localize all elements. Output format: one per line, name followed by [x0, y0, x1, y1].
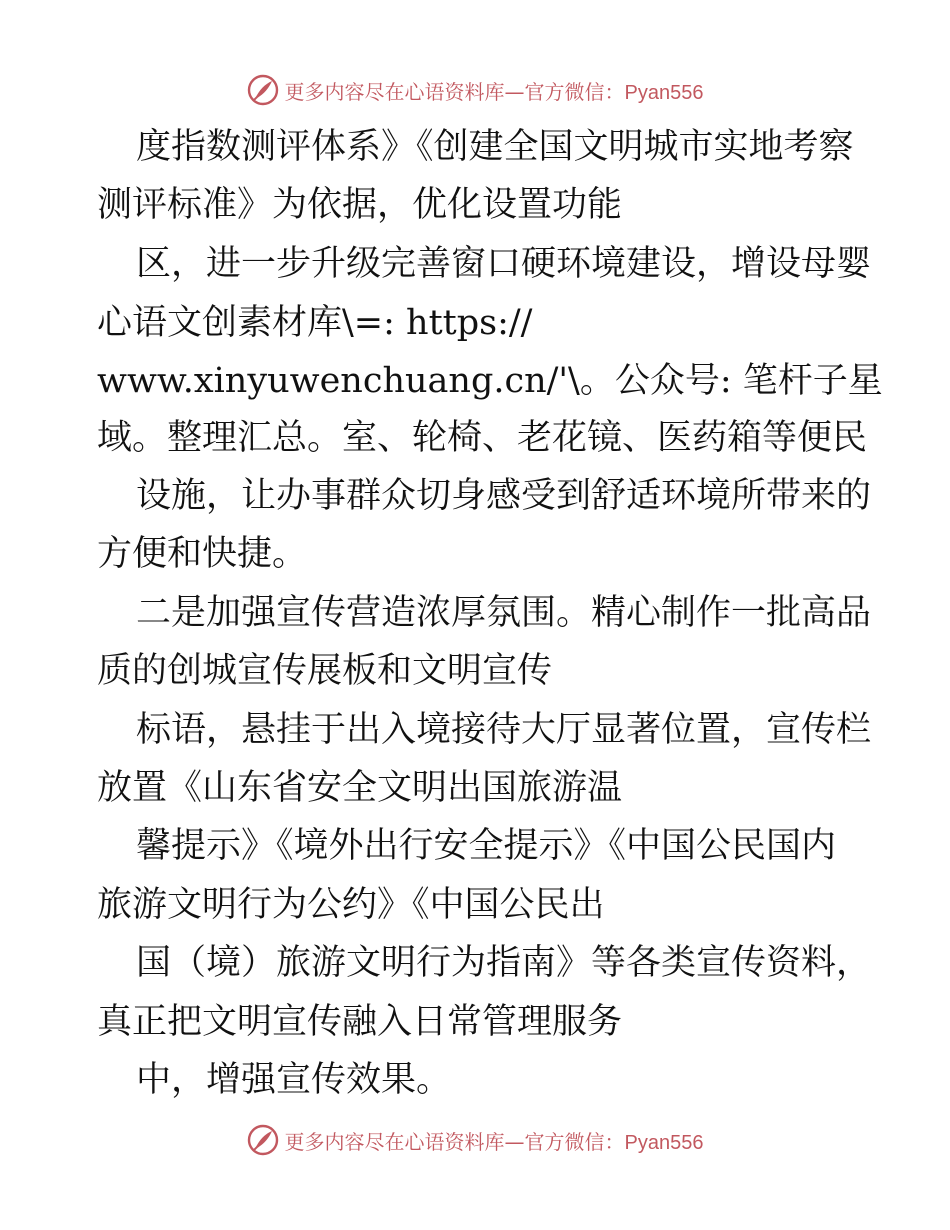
text-line: 放置《山东省安全文明出国旅游温	[97, 768, 623, 808]
text-line: 标语，悬挂于出入境接待大厅显著位置，宣传栏	[136, 710, 872, 750]
footer-banner	[0, 1120, 950, 1160]
banner-text: 更多内容尽在心语资料库—官方微信：Pyan556	[284, 79, 704, 104]
text-line: 馨提示》《境外出行安全提示》《中国公民国内	[136, 826, 837, 866]
feather-pen-logo-icon	[247, 1124, 279, 1156]
text-line: 域。整理汇总。室、轮椅、老花镜、医药箱等便民	[97, 418, 868, 458]
text-line: 设施，让办事群众切身感受到舒适环境所带来的	[136, 476, 872, 516]
text-line: 真正把文明宣传融入日常管理服务	[97, 1002, 623, 1042]
feather-pen-logo-icon	[247, 74, 279, 106]
text-line: 方便和快捷。	[97, 534, 308, 574]
text-line: 度指数测评体系》《创建全国文明城市实地考察	[136, 127, 854, 167]
text-line: 测评标准》为依据，优化设置功能	[97, 185, 623, 225]
text-line: 二是加强宣传营造浓厚氛围。精心制作一批高品	[136, 593, 872, 633]
text-line: 区，进一步升级完善窗口硬环境建设，增设母婴	[136, 244, 872, 284]
header-banner	[0, 70, 950, 110]
text-line: 心语文创素材库\=: https://	[97, 303, 533, 343]
text-line: 中，增强宣传效果。	[136, 1060, 452, 1100]
text-line: 质的创城宣传展板和文明宣传	[97, 651, 553, 691]
text-line: www.xinyuwenchuang.cn/'\。公众号: 笔杆子星	[97, 361, 883, 401]
banner-text: 更多内容尽在心语资料库—官方微信：Pyan556	[284, 1129, 704, 1154]
text-line: 旅游文明行为公约》《中国公民出	[97, 885, 605, 925]
text-line: 国（境）旅游文明行为指南》等各类宣传资料，	[136, 943, 872, 983]
